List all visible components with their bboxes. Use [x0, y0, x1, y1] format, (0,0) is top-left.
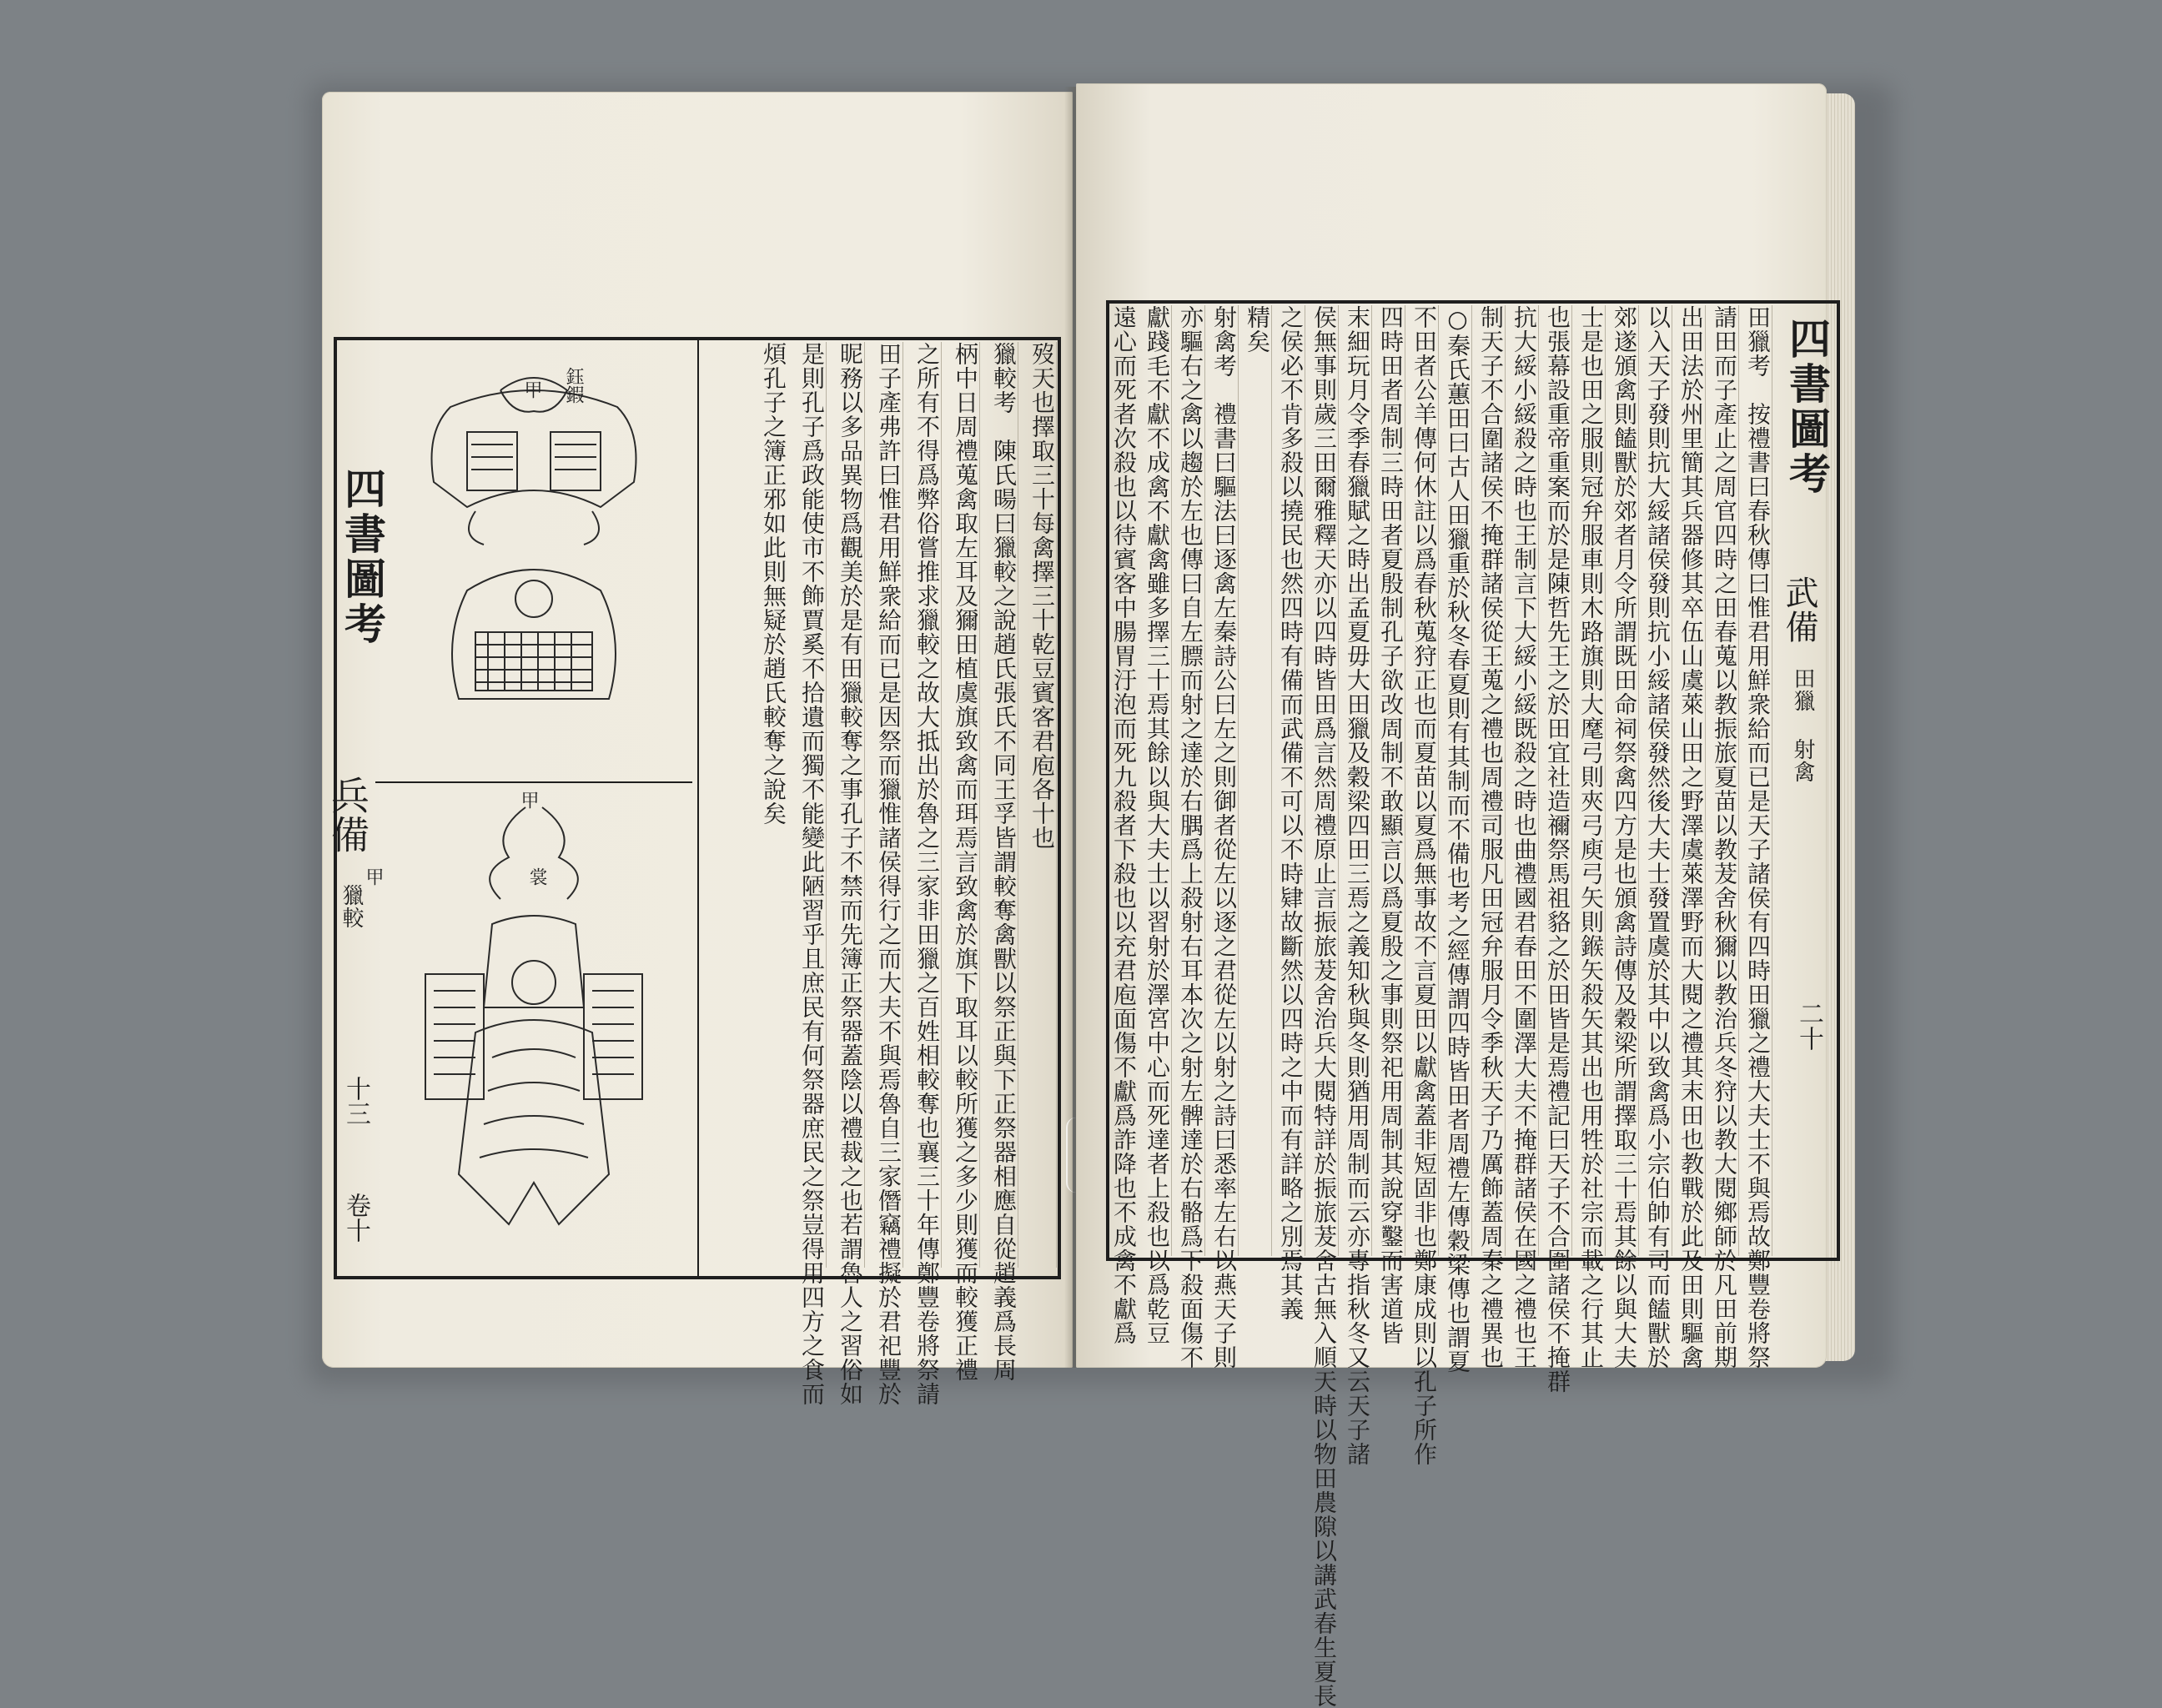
right-text-column: 制天子不合圍諸侯不掩群諸侯從王蒐之禮也周禮司服凡田冠弁服月令季秋天子乃厲飾蓋周秦之禮異也: [1471, 305, 1506, 1256]
left-text-column: 之所有不得爲弊俗嘗推求獵較之故大抵出於魯之三家非田獵之百姓相較奪也襄三十年傳鄭豐卷將祭請: [908, 342, 942, 1268]
right-text-column: 出田法於州里簡其兵器修其卒伍山虞萊山田之野澤虞萊澤野而大閱之禮其末田也教戰於此及田則驅禽: [1672, 305, 1706, 1256]
illustration-label-armor-c: 甲: [363, 867, 384, 886]
right-text-column: 射禽考 禮書曰驅法曰逐禽左秦詩公曰左之則御者從左以逐之君從左以射之詩曰悉率左右以燕天子則: [1204, 305, 1239, 1256]
breastplate-drawing: [452, 570, 616, 699]
right-text-column: 以入天子發則抗大綏諸侯發則抗小綏諸侯發然後大夫士發置虞於其中以致禽爲小宗伯帥有司而饁獸於: [1638, 305, 1672, 1256]
right-text-column: 精矣: [1238, 305, 1272, 1256]
right-page-number: 二十: [1794, 1001, 1823, 1051]
shoulder-guard-drawing: [432, 378, 636, 545]
left-volume-number: 卷十: [341, 1193, 370, 1243]
illustration-label-armor-a: 甲: [521, 380, 542, 399]
right-text-column: 抗大綏小綏殺之時也王制言下大綏小綏既殺之時也曲禮國君春田不圍澤大夫不掩群諸侯在國之禮也王: [1505, 305, 1539, 1256]
left-divider: [697, 340, 699, 1276]
right-title: 四書圖考: [1782, 317, 1832, 497]
right-text-column: 田獵考 按禮書曰春秋傳曰惟君用鮮衆給而已是天子諸侯有四時田獵之禮大夫士不與焉故鄭豐卷將祭: [1738, 305, 1772, 1256]
right-section: 武備: [1780, 575, 1818, 644]
right-text-column: 末細玩月令季春獵賦之時出孟夏毋大田獵及穀梁四田三焉之義知秋與冬則猶用周制而云亦專指秋冬又云天子諸: [1338, 305, 1372, 1256]
left-text-column: 煩孔子之簿正邪如此則無疑於趙氏較奪之說矣: [760, 342, 787, 826]
right-text-column: 獻踐毛不獻不成禽不獻禽雖多擇三十焉其餘以與大夫士以習射於澤宮中心而死達者上殺也以爲乾豆: [1138, 305, 1172, 1256]
left-text-column: 昵務以多品異物爲觀美於是有田獵較奪之事孔子不禁而先簿正祭器蓋陰以禮裁之也若謂魯人之習俗如: [831, 342, 865, 1268]
illustration-label-skirt: 裳: [526, 867, 547, 886]
right-text-column: 侯無事則歲三田爾雅釋天亦以四時皆田爲言然周禮原止言振旅茇舍治兵大閱特詳於振旅茇舍古無入順天時以物田農隙以講武春生夏長: [1305, 305, 1339, 1256]
right-text-column: 之侯必不肯多殺以撓民也然四時有備而武備不可以不時肄故斷然以四時之中而有詳略之別焉其義: [1271, 305, 1305, 1256]
right-text-column: 郊遂頒禽則饁獸於郊者月令所謂既田命祠祭禽四方是也頒禽詩傳及穀梁所謂擇取三十焉其餘以與大夫: [1605, 305, 1639, 1256]
left-text-column: 柄中日周禮蒐禽取左耳及獮田植虞旗致禽而珥焉言致禽於旗下取耳以較所獲之多少則獲而較獲正禮: [946, 342, 980, 1268]
left-subsection: 獵較: [339, 884, 364, 929]
left-title: 四書圖考: [338, 467, 387, 647]
right-text-column: 也張幕設重帝重案而於是陳哲先王之於田宜社造禰祭馬祖貉之於田皆是焉禮記曰天子不合圍諸侯不掩群: [1538, 305, 1572, 1256]
left-text-column: 田子產弗許曰惟君用鮮衆給而已是因祭而獵惟諸侯得行之而大夫不與焉魯自三家僭竊禮擬於君祀豐於: [869, 342, 903, 1268]
left-text-column: 獵較考 陳氏暘曰獵較之說趙氏張氏不同王孚皆謂較奪禽獸以祭正與下正祭器相應自從趙義爲長周: [984, 342, 1018, 1268]
right-text-column: 士是也田之服則冠弁服車則木路旗則大麾弓則夾弓庾弓矢則鍭矢殺矢其出也用牲於社宗而載之行其止: [1571, 305, 1606, 1256]
right-text-column: ○秦氏蕙田曰古人田獵重於秋冬春夏則有其制而不備也考之經傳謂四時皆田者周禮左傳穀梁傳也謂夏: [1438, 305, 1472, 1256]
illustration-label-shoulder: 鈺鍜: [563, 367, 584, 404]
right-text-column: 遠心而死者次殺也以待賓客中腸胃汙泡而死九殺者下殺也以充君庖面傷不獻爲詐降也不成禽不獻爲: [1110, 305, 1138, 1345]
right-text-column: 不田者公羊傳何休註以爲春秋蒐狩正也而夏苗以夏爲無事故不言夏田以獻禽蓋非短固非也鄭康成則以孔子所作: [1405, 305, 1439, 1256]
illustration-label-armor-b: 甲: [518, 791, 539, 809]
right-text-column: 亦驅右之禽以趨於左也傳曰自左膘而射之達於右腢爲上殺射右耳本次之射左髀達於右骼爲下殺面傷不: [1171, 305, 1205, 1256]
right-text-column: 請田而子產止之周官四時之田春蒐以教振旅夏苗以教茇舍秋獮以教治兵冬狩以教大閱鄉師於凡田前期: [1705, 305, 1739, 1256]
left-text-column: 歿天也擇取三十每禽擇三十乾豆賓客君庖各十也: [1023, 342, 1057, 1268]
left-text-column: 是則孔子爲政能使市不飾賈奚不拾遺而獨不能變此陋習乎且庶民有何祭器庶民之祭豈得用四方之食而: [792, 342, 827, 1268]
left-page-number: 十三: [341, 1076, 370, 1126]
right-subsection: 田獵 射禽: [1790, 667, 1815, 783]
right-text-column: 四時田者周制三時田者夏殷制孔子欲改周制不敢顯言以爲夏殷之事則祭祀用周制其說穿鑿而害道皆: [1371, 305, 1405, 1256]
left-section: 兵備: [325, 776, 370, 854]
